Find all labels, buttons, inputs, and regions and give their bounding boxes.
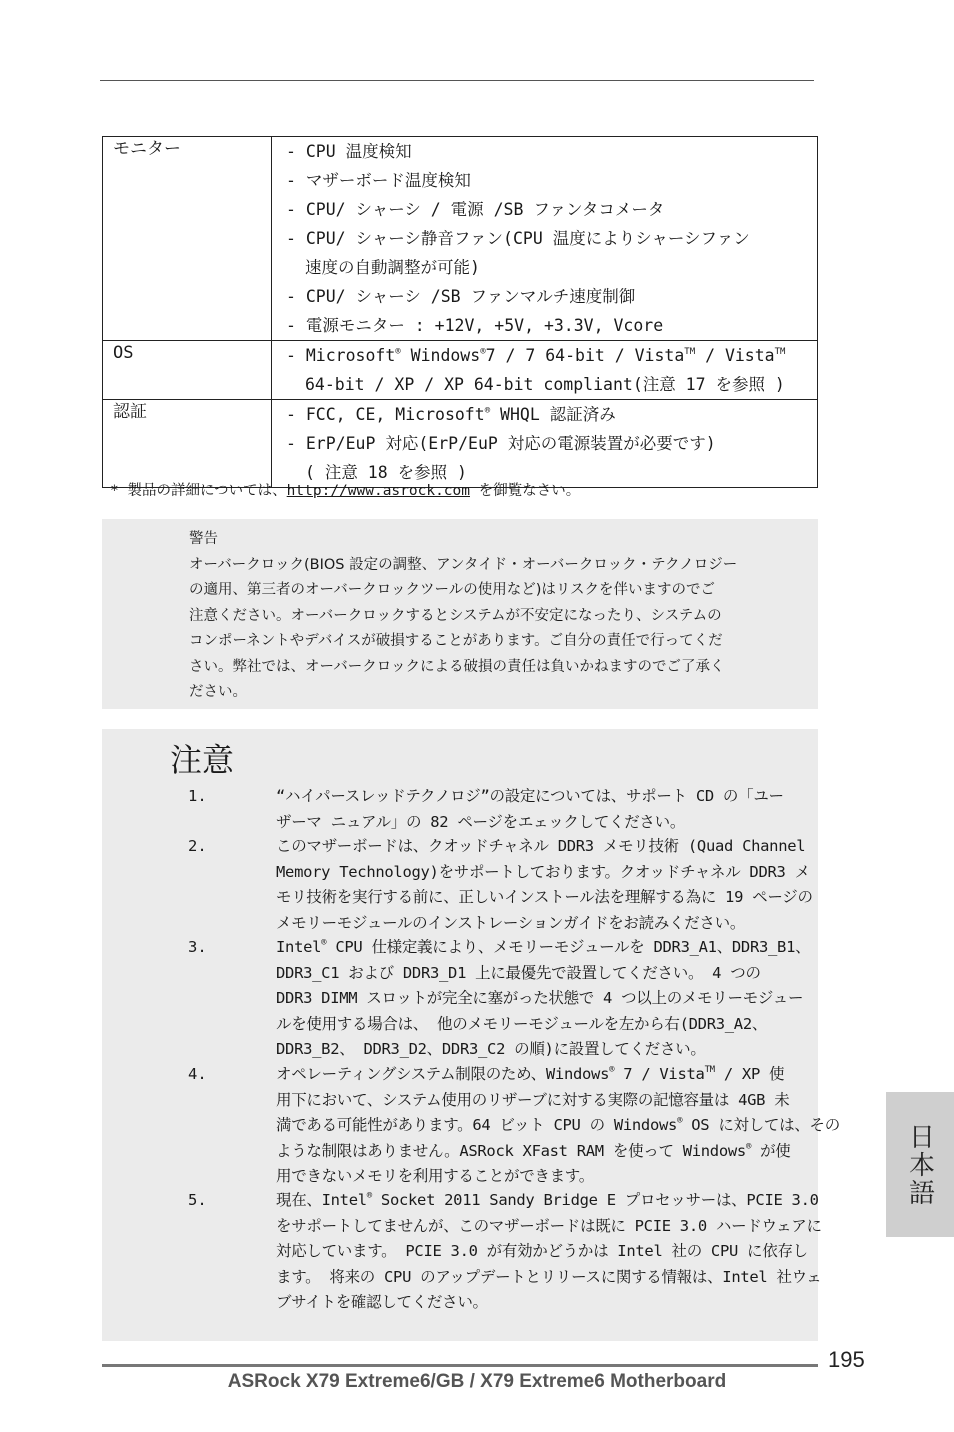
note-line (276, 1188, 821, 1214)
warning-line: の適用、第三者のオーバークロックツールの使用など)はリスクを伴いますのでご (189, 582, 716, 598)
note-text (276, 1062, 840, 1190)
registered-mark: ® (484, 406, 491, 416)
note-text-span: 満である可能性があります。64 ビット CPU の Windows (276, 1116, 678, 1134)
warning-line: 注意ください。オーバークロックするとシステムが不安定になったり、システムの (189, 607, 722, 624)
note-line: DDR3_C1 および DDR3_D1 上に最優先で設置してください。 4 つの (276, 963, 761, 982)
spec-key-os-label: OS (113, 343, 134, 363)
note-text-span: 現在、Intel (276, 1191, 367, 1209)
note-line: DDR3 DIMM スロットが完全に塞がった状態で 4 つ以上のメモリーモジュー (276, 989, 804, 1007)
note-line (276, 1113, 840, 1139)
warning-line: さい。弊社では、オーバークロックによる破損の責任は負いかねますのでご了承く (189, 658, 725, 675)
note-text (276, 784, 821, 835)
spec-value-cert (272, 400, 818, 488)
note-line: ブサイトを確認してください。 (276, 1293, 488, 1311)
registered-mark: ® (480, 347, 486, 357)
footnote (110, 479, 580, 500)
note-line: このマザーボードは、クオッドチャネル DDR3 メモリ技術 (Quad Channel (276, 837, 806, 855)
note-line: をサポートしてませんが、このマザーボードは既に PCIE 3.0 ハードウェアに (276, 1216, 822, 1235)
spec-row-cert (103, 400, 818, 488)
warning-box (102, 519, 818, 709)
monitor-line: - 電源モニター : +12V, +5V, +3.3V, Vcore (286, 316, 664, 335)
registered-mark: ® (745, 1141, 752, 1152)
os-text: / Vista (695, 346, 775, 365)
note-text (276, 834, 821, 936)
note-text-span: OS に対しては、その (682, 1116, 840, 1134)
note-text-span: ような制限はありません。ASRock XFast RAM を使って Windows (276, 1141, 746, 1160)
note-line: 対応しています。 PCIE 3.0 が有効かどうかは Intel 社の CPU に依存し (276, 1242, 808, 1260)
note-number: 1. (188, 787, 207, 805)
trademark-mark: TM (684, 347, 696, 357)
spec-row-os (103, 341, 818, 400)
note-text-span: オペレーティングシステム制限のため、Windows (276, 1065, 610, 1083)
warning-content (189, 527, 789, 706)
cert-text: WHQL 認証済み (490, 405, 616, 424)
note-line: “ハイパースレッドテクノロジ”の設定については、サポート CD の「ユー (276, 787, 784, 805)
note-line: ます。 将来の CPU のアップデートとリリースに関する情報は、Intel 社ウェ (276, 1267, 822, 1286)
note-line: モリ技術を実行する前に、正しいインストール法を理解する為に 19 ページの (276, 888, 813, 906)
bottom-rule (102, 1364, 818, 1367)
note-text-span: Socket 2011 Sandy Bridge E プロセッサーは、PCIE 3.0 (371, 1191, 819, 1209)
footnote-suffix: を御覧なさい。 (470, 483, 581, 499)
note-text-span: 7 / Vista (614, 1065, 705, 1083)
note-line: ルを使用する場合は、 他のメモリーモジュールを左から右(DDR3_A2、 (276, 1014, 768, 1033)
note-text-span: / XP 使 (714, 1065, 785, 1083)
note-line: メモリーモジュールのインストレーションガイドをお読みください。 (276, 913, 746, 932)
os-text: - Microsoft (286, 346, 396, 365)
os-text: Windows (400, 346, 481, 365)
monitor-line: - CPU/ シャーシ /SB ファンマルチ速度制御 (286, 287, 636, 306)
monitor-line: - CPU 温度検知 (286, 142, 412, 161)
note-line (276, 1139, 821, 1165)
spec-key-monitor-label: モニター (113, 139, 181, 159)
os-line (286, 341, 817, 370)
spec-key-monitor (103, 137, 272, 341)
registered-mark: ® (677, 1116, 683, 1126)
footer-title: ASRock X79 Extreme6/GB / X79 Extreme6 Motherboard (227, 1371, 727, 1392)
notes-title: 注意 (170, 741, 235, 779)
page-number: 195 (828, 1347, 865, 1372)
registered-mark: ® (609, 1065, 615, 1075)
os-text: 7 / 7 64-bit / Vista (485, 346, 685, 365)
monitor-line: 速度の自動調整が可能) (305, 258, 480, 277)
note-number: 3. (188, 938, 207, 956)
notes-box (102, 729, 840, 1341)
spec-key-cert (103, 400, 272, 488)
note-line: Memory Technology)をサポートしております。クオッドチャネル DDR3 メ (276, 862, 810, 881)
os-line: 64-bit / XP / XP 64-bit compliant(注意 17 を参照 ) (305, 375, 785, 394)
asrock-url-link[interactable]: http://www.asrock.com (286, 483, 470, 499)
language-tab-label: 日本語 (904, 1122, 935, 1207)
language-side-tab (886, 1092, 954, 1237)
warning-line: コンポーネントやデバイスが破損することがあります。ご自分の責任で行ってくだ (189, 633, 723, 649)
trademark-mark: TM (704, 1065, 715, 1075)
warning-line: ださい。 (189, 684, 247, 700)
note-line: ザーマ ニュアル」の 82 ページをエェックしてください。 (276, 812, 686, 831)
spec-key-os (103, 341, 272, 400)
top-rule (100, 80, 814, 81)
note-text (276, 935, 821, 1063)
note-line: 用できないメモリを利用することができます。 (276, 1167, 594, 1185)
note-line: DDR3_B2、 DDR3_D2、DDR3_C2 の順)に設置してください。 (276, 1040, 706, 1058)
note-text-span: CPU 仕様定義により、メモリーモジュールを DDR3_A1、DDR3_B1、 (326, 938, 811, 956)
note-line (276, 935, 821, 961)
note-line (276, 1062, 821, 1088)
cert-text: - FCC, CE, Microsoft (286, 405, 485, 424)
spec-value-monitor (272, 137, 818, 341)
spec-key-cert-label: 認証 (113, 402, 147, 422)
registered-mark: ® (366, 1191, 372, 1201)
note-text-span: Intel (276, 938, 322, 956)
warning-title: 警告 (189, 531, 218, 547)
cert-line (286, 400, 817, 429)
note-text-span: が使 (751, 1141, 791, 1160)
monitor-line: - CPU/ シャーシ / 電源 /SB ファンタコメータ (286, 200, 665, 219)
registered-mark: ® (395, 347, 401, 357)
note-number: 4. (188, 1065, 207, 1083)
note-text (276, 1188, 821, 1316)
spec-table (102, 136, 818, 488)
spec-value-os (272, 341, 818, 400)
trademark-mark: TM (774, 347, 786, 357)
monitor-line: - マザーボード温度検知 (286, 171, 471, 190)
footnote-prefix: * 製品の詳細については、 (110, 483, 287, 499)
warning-line: オーバークロック(BIOS 設定の調整、アンタイド・オーバークロック・テクノロジー (189, 556, 738, 573)
note-line: 用下において、システム使用のリザーブに対する実際の記憶容量は 4GB 未 (276, 1090, 790, 1109)
note-number: 5. (188, 1191, 207, 1209)
cert-line: ( 注意 18 を参照 ) (305, 463, 467, 482)
spec-row-monitor (103, 137, 818, 341)
registered-mark: ® (321, 938, 327, 948)
note-number: 2. (188, 837, 207, 855)
cert-line: - ErP/EuP 対応(ErP/EuP 対応の電源装置が必要です) (286, 434, 716, 453)
monitor-line: - CPU/ シャーシ静音ファン(CPU 温度によりシャーシファン (286, 229, 750, 248)
